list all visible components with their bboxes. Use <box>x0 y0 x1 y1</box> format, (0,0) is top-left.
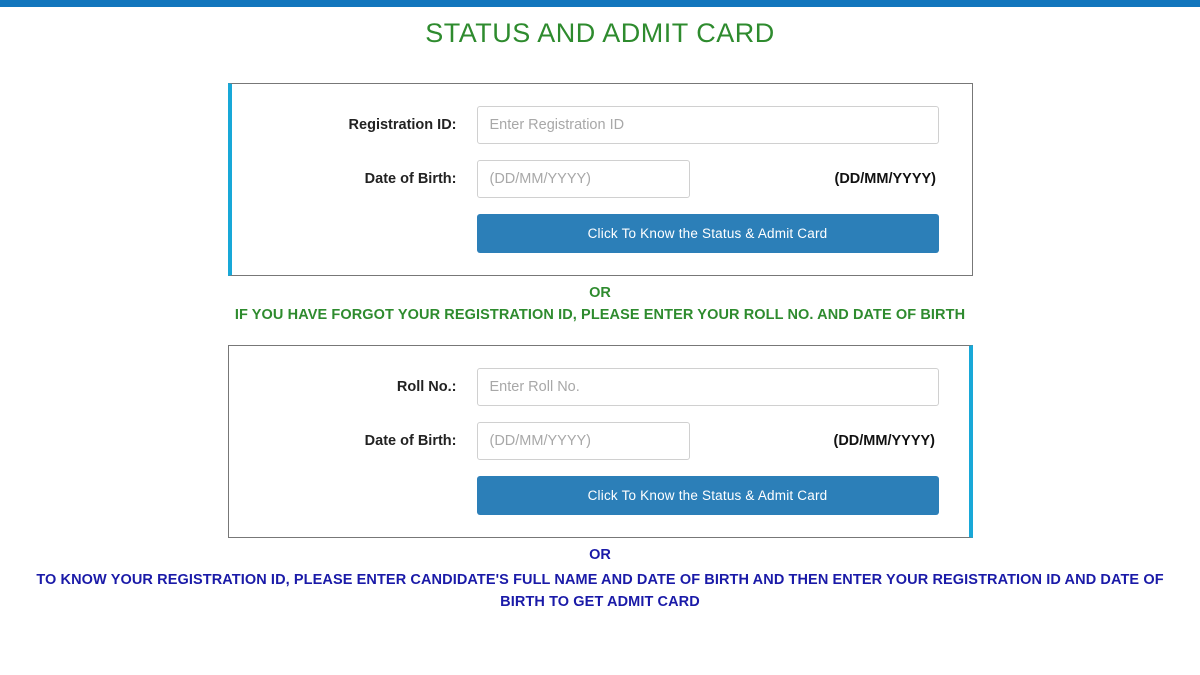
registration-submit-row <box>232 214 972 253</box>
roll-no-dob-input[interactable] <box>477 422 690 460</box>
separator-two-helper-text: TO KNOW YOUR REGISTRATION ID, PLEASE ENTER CANDIDATE'S FULL NAME AND DATE OF BIRTH AND THEN ENTER YOUR REGISTRATION ID AND DATE OF BIRTH TO GET ADMIT CARD <box>36 572 1164 611</box>
separator-one-helper-text: IF YOU HAVE FORGOT YOUR REGISTRATION ID, PLEASE ENTER YOUR ROLL NO. AND DATE OF BIRTH <box>234 307 966 323</box>
roll-no-submit-row <box>229 476 969 515</box>
top-accent-bar <box>0 0 1200 7</box>
roll-no-row <box>229 368 969 406</box>
registration-dob-format-hint: (DD/MM/YYYY) <box>834 171 936 187</box>
page-title: STATUS AND ADMIT CARD <box>425 18 775 48</box>
registration-dob-input[interactable] <box>477 160 690 198</box>
roll-no-submit-button[interactable]: Click To Know the Status & Admit Card <box>477 476 939 515</box>
roll-no-dob-label: Date of Birth: <box>364 433 457 449</box>
roll-no-form-card <box>228 345 973 538</box>
registration-dob-row <box>232 160 972 198</box>
roll-no-label: Roll No.: <box>396 379 457 395</box>
roll-no-input[interactable] <box>477 368 939 406</box>
registration-id-label: Registration ID: <box>348 117 457 133</box>
registration-dob-label: Date of Birth: <box>364 171 457 187</box>
roll-no-dob-format-hint: (DD/MM/YYYY) <box>833 433 935 449</box>
registration-id-form-card <box>228 83 973 276</box>
registration-id-row <box>232 106 972 144</box>
registration-id-input[interactable] <box>477 106 939 144</box>
separator-one-or: OR <box>589 285 611 301</box>
roll-no-dob-row <box>229 422 969 460</box>
separator-two-or: OR <box>589 547 611 563</box>
registration-submit-button[interactable]: Click To Know the Status & Admit Card <box>477 214 939 253</box>
